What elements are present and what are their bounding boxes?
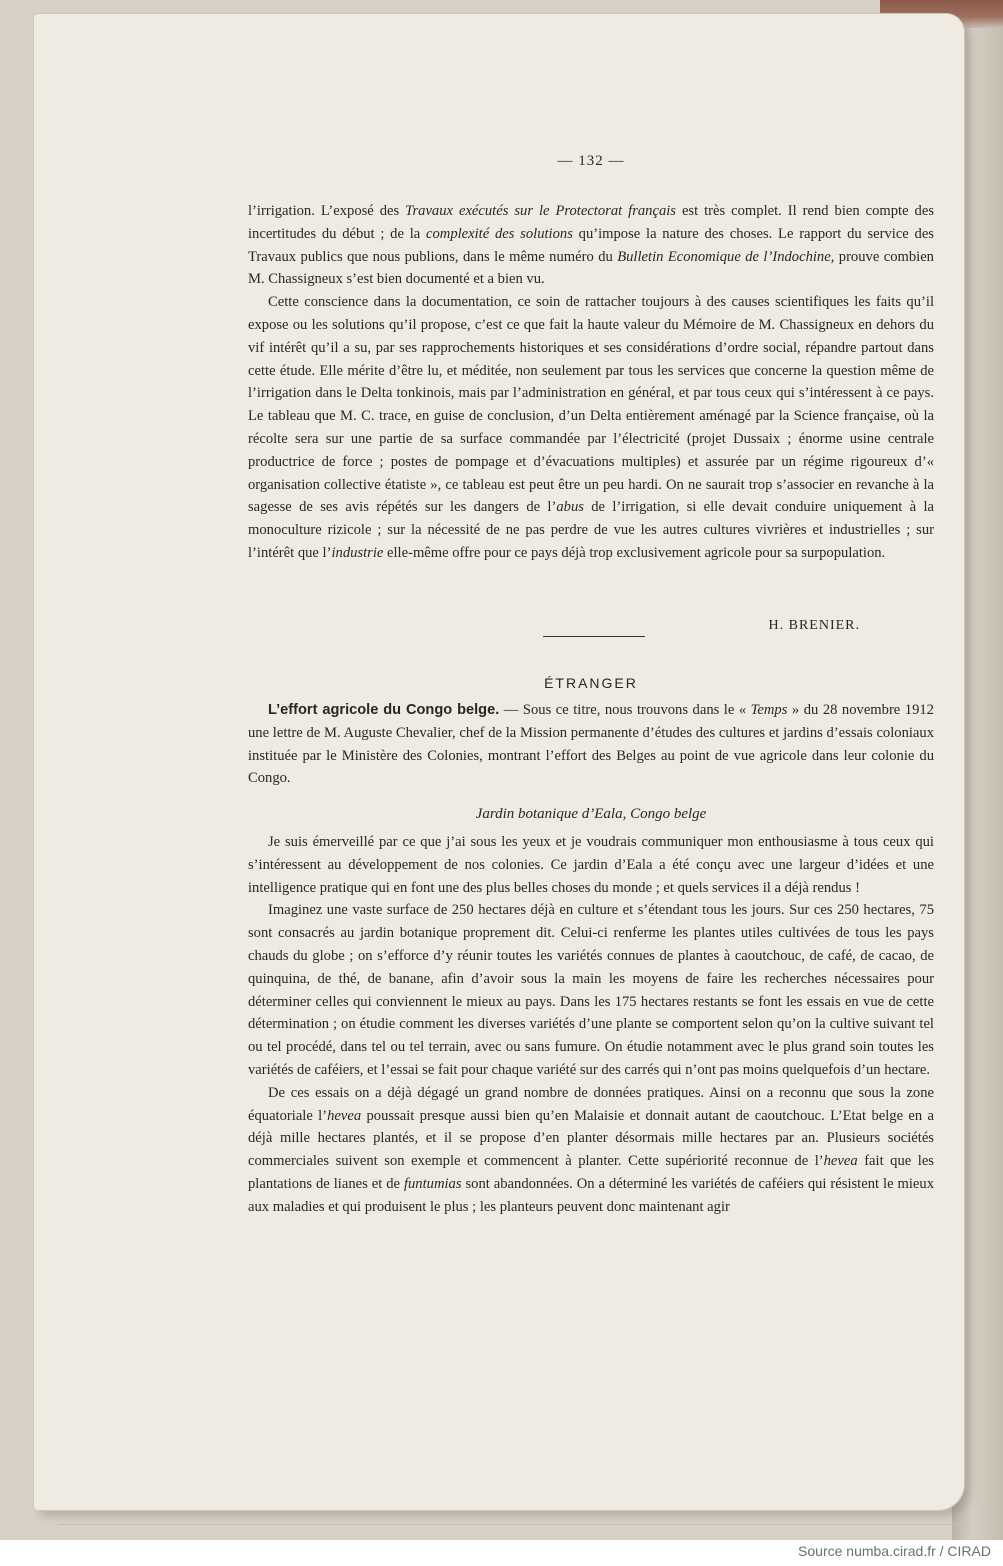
text-run: prouve combien M. Chassigneux s’est bien documenté et a bien vu. [248, 248, 934, 288]
signature: H. BRENIER. [768, 618, 860, 633]
paragraph [248, 1082, 934, 1219]
text-run: l’irrigation. L’exposé des [248, 203, 406, 219]
paragraph [248, 699, 934, 790]
paragraph: Imaginez une vaste surface de 250 hectares déjà en culture et s’étendant tous les jours. Sur ces 250 hectares, 75 sont consacrés au jardin botanique proprement dit. Celui-ci renferme les plantes utiles cultivées de tous les pays chauds du globe ; on s’efforce d’y réunir toutes les variétés connues de plantes à caoutchouc, de café, de cacao, de quinquina, de thé, de banane, afin d’avoir sous la main les moyens de faire les recherches nécessaires pour déterminer celles qui conviennent le mieux au pays. Dans les 175 hectares restants se font les essais en vue de cette détermination ; on étudie comment les diverses variétés d’une plante se comportent selon qu’on la cultive suivant tel ou tel procédé, dans tel ou tel terrain, avec ou sans fumure. On étudie notamment avec le plus grand soin toutes les variétés de caféiers, et l’essai se fait pour chaque variété sur des carrés qui n’ont pas moins quelquefois d’un hectare. [248, 902, 934, 1078]
italic-text: hevea [327, 1107, 362, 1124]
page-edge [58, 1484, 968, 1525]
italic-text: complexité des solutions [426, 225, 573, 242]
italic-text: abus [556, 499, 584, 516]
source-credit: Source numba.cirad.fr / CIRAD [798, 1543, 991, 1559]
paragraph: Je suis émerveillé par ce que j’ai sous les yeux et je voudrais communiquer mon enthousiasme à tous ceux qui s’intéressent au développement de nos colonies. Ce jardin d’Eala a été conçu avec une largeur d’idées et une intelligence pratique qui en font une des plus belles choses du monde ; et quels services il a déjà rendus ! [248, 834, 934, 896]
review-section [248, 200, 934, 565]
text-run: de l’irrigation, si elle devait conduire uniquement à la monoculture rizicole ; sur la nécessité de ne pas perdre de vue les autres cultures vivrières et industrielles ; sur l’intérêt que l’ [248, 499, 934, 561]
page-number: — 132 — [557, 153, 625, 169]
text-run: — Sous ce titre, nous trouvons dans le « [499, 702, 751, 718]
paragraph [248, 200, 934, 291]
text-run: elle-même offre pour ce pays déjà trop exclusivement agricole pour sa surpopulation. [383, 544, 886, 561]
text-run: Cette conscience dans la documentation, ce soin de rattacher toujours à des causes scientifiques les faits qu’il expose ou les solutions qu’il propose, c’est ce que fait la haute valeur du Mémoire de M. Chassigneux en dehors du vif intérêt qu’il a su, par ses rapprochements historiques et ses considérations d’ordre social, répandre partout dans cette étude. Elle mérite d’être lu, et méditée, non seulement par tous les services que concerne la question même de l’irrigation dans le Delta tonkinois, mais par l’administration en général, et par tous ceux qui s’intéressent à ce pays. Le tableau que M. C. trace, en guise de conclusion, d’un Delta entièrement aménagé par la Science française, où la récolte sera sur une partie de sa surface commandée par l’électricité (projet Dussaix ; énorme usine centrale productrice de force ; postes de pompage et d’évacuations multiples) et assurée par un régime rigoureux d’« organisation collective étatiste », ce tableau est peut être un peu hardi. On ne saurait trop s’associer en revanche à la sagesse de ses avis répétés sur les dangers de l’ [248, 294, 934, 516]
text-run: fait que les plantations de lianes et de [248, 1153, 934, 1192]
paragraph [248, 291, 934, 565]
text-run: est très complet. Il rend bien compte des incertitudes du début ; de la [248, 203, 934, 242]
article-intro [248, 699, 934, 790]
subheading: Jardin botanique d’Eala, Congo belge [475, 806, 707, 822]
italic-text: Travaux exécutés sur le Protectorat français [405, 203, 676, 219]
text-run: sont abandonnées. On a déterminé les variétés de caféiers qui résistent le mieux aux maladies et qui produisent le plus ; les planteurs peuvent donc maintenant agir [248, 1175, 934, 1215]
text-run: poussait presque aussi bien qu’en Malaisie et donnait autant de caoutchouc. L’Etat belge en a déjà mille hectares plantés, et il se propose d’en planter désormais mille hectares par an. Plusieurs sociétés commerciales suivent son exemple et commencent à planter. Cette supériorité reconnue de l’ [248, 1107, 934, 1170]
section-divider [543, 636, 645, 637]
article-title: L’effort agricole du Congo belge. [268, 702, 500, 718]
text-run: » du 28 novembre 1912 une lettre de M. Auguste Chevalier, chef de la Mission permanente d’études des cultures et jardins d’essais coloniaux instituée par le Ministère des Colonies, montrant l’effort des Belges au point de vue agricole dans leur colonie du Congo. [248, 702, 934, 787]
section-heading: ÉTRANGER [544, 675, 638, 691]
text-run: qu’impose la nature des choses. Le rapport du service des Travaux publics que nous publions, dans le même numéro du [248, 225, 934, 265]
italic-text: industrie [331, 544, 384, 561]
text-run: De ces essais on a déjà dégagé un grand nombre de données pratiques. Ainsi on a reconnu que sous la zone équatoriale l’ [248, 1084, 934, 1124]
article-body [248, 831, 934, 1219]
italic-text: funtumias [403, 1175, 462, 1192]
italic-text: Temps [750, 702, 788, 718]
italic-text: hevea [823, 1153, 858, 1170]
italic-text: Bulletin Economique de l’Indochine, [617, 248, 835, 265]
